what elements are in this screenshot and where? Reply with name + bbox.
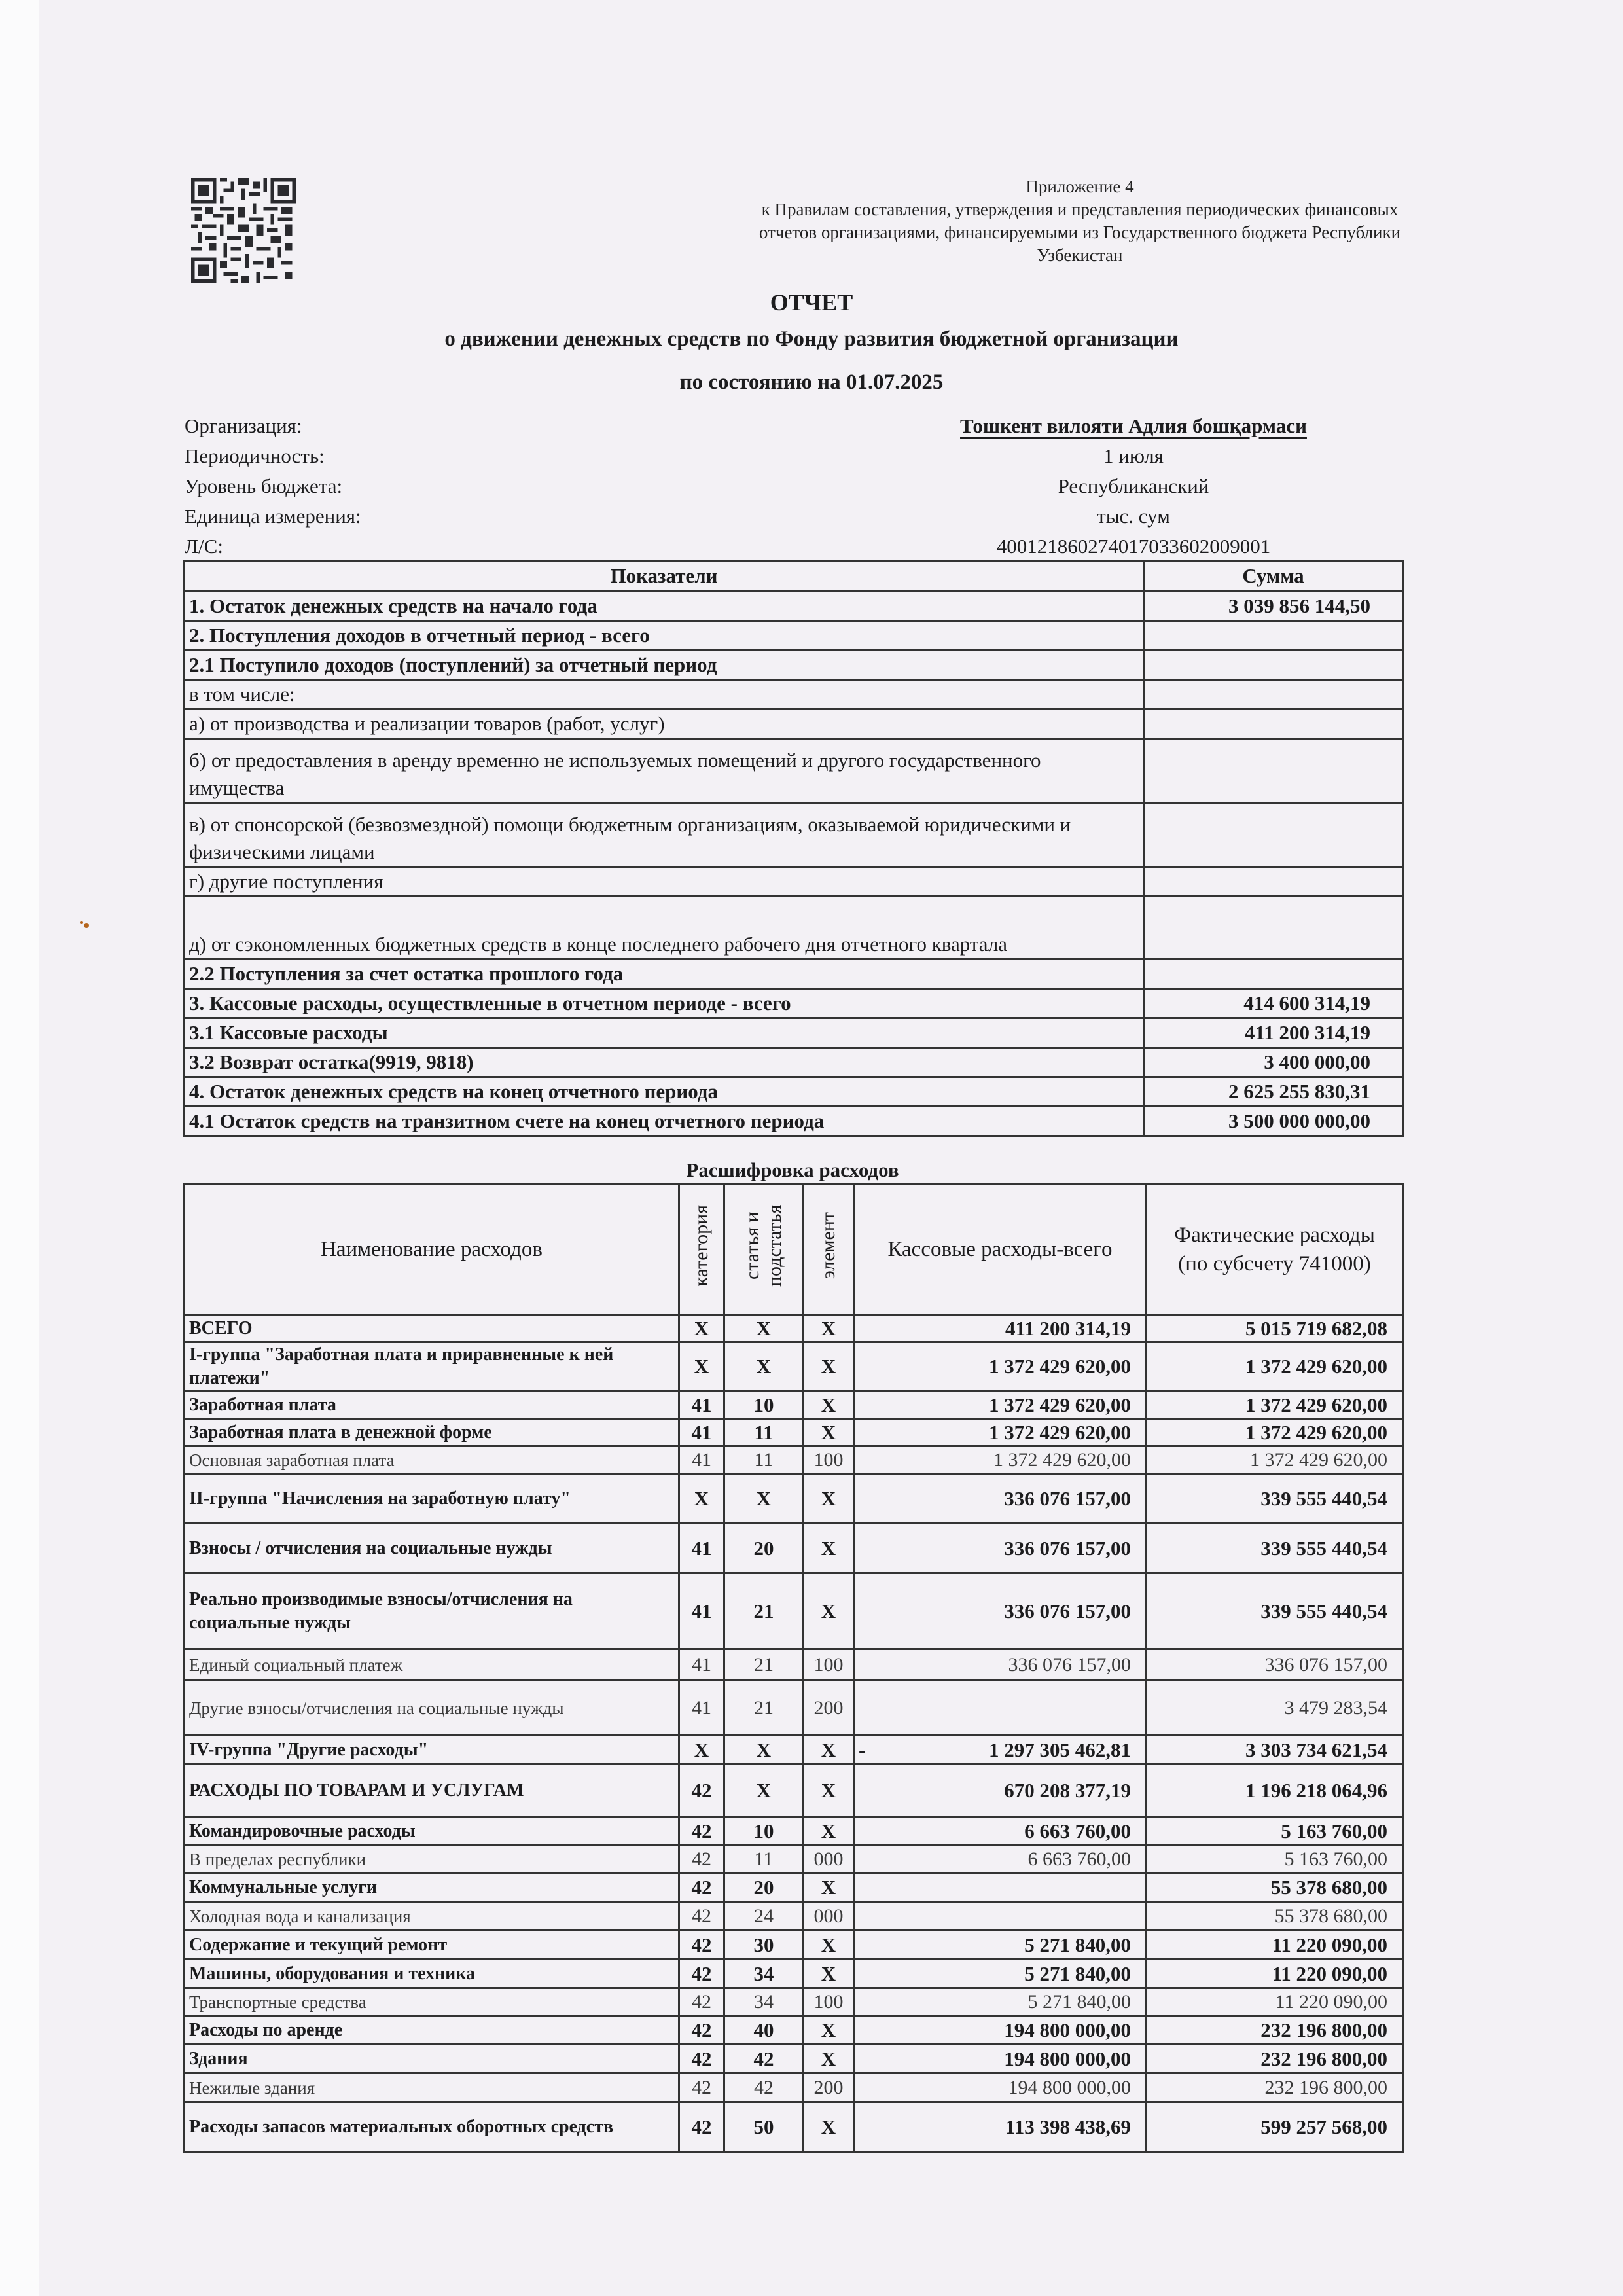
expense-element: X [804, 1474, 854, 1524]
expense-element: X [804, 1573, 854, 1649]
expense-article: 11 [724, 1846, 804, 1873]
summary-label: 4.1 Остаток средств на транзитном счете на конец отчетного периода [185, 1107, 1144, 1136]
expense-category: 42 [679, 1846, 724, 1873]
meta-label: Единица измерения: [185, 505, 361, 528]
expense-article: 11 [724, 1446, 804, 1474]
summary-label: а) от производства и реализации товаров (работ, услуг) [185, 709, 1144, 739]
expense-row [185, 1315, 1403, 1342]
expense-category: 42 [679, 1902, 724, 1931]
expense-name: Взносы / отчисления на социальные нужды [185, 1524, 679, 1573]
expense-cash-prefix: - [859, 1738, 866, 1761]
expense-article: X [724, 1736, 804, 1765]
summary-row [185, 1018, 1403, 1048]
expense-actual: 339 555 440,54 [1147, 1474, 1403, 1524]
header-actual-line2: (по субсчету 741000) [1178, 1252, 1371, 1276]
summary-amount [1144, 960, 1403, 989]
expense-name: Нежилые здания [185, 2073, 679, 2102]
expense-cash: 1 372 429 620,00 [854, 1419, 1147, 1446]
expense-row [185, 1391, 1403, 1419]
expense-article: 10 [724, 1817, 804, 1846]
expense-article: X [724, 1315, 804, 1342]
appendix-line-1: Приложение 4 [1026, 177, 1134, 196]
expense-row [185, 1524, 1403, 1573]
expense-category: 42 [679, 2045, 724, 2073]
expense-cash: 336 076 157,00 [854, 1649, 1147, 1681]
expense-name: Холодная вода и канализация [185, 1902, 679, 1931]
expense-row [185, 1960, 1403, 1988]
expense-name: Командировочные расходы [185, 1817, 679, 1846]
expense-cash: 6 663 760,00 [854, 1817, 1147, 1846]
expense-actual: 599 257 568,00 [1147, 2102, 1403, 2152]
expense-row [185, 1446, 1403, 1474]
expense-actual: 1 372 429 620,00 [1147, 1342, 1403, 1391]
expense-element: X [804, 1817, 854, 1846]
expense-category: 42 [679, 1765, 724, 1817]
summary-row [185, 680, 1403, 709]
expense-name: I-группа "Заработная плата и приравненные к ней платежи" [185, 1342, 679, 1391]
expense-breakdown-table [183, 1183, 1404, 2153]
expense-row [185, 1474, 1403, 1524]
expense-category: X [679, 1315, 724, 1342]
expense-name: Коммунальные услуги [185, 1873, 679, 1902]
report-title-block [0, 288, 1623, 397]
summary-row [185, 960, 1403, 989]
expense-cash: 194 800 000,00 [854, 2073, 1147, 2102]
expense-element: 200 [804, 1681, 854, 1736]
summary-label: в том числе: [185, 680, 1144, 709]
meta-value: тыс. сум [1097, 505, 1170, 528]
expense-article: 20 [724, 1524, 804, 1573]
scan-speck [80, 921, 83, 924]
expense-cash: 5 271 840,00 [854, 1931, 1147, 1960]
appendix-line-3: отчетов организациями, финансируемыми из Государственного бюджета Республики [758, 223, 1401, 242]
expense-category: 41 [679, 1419, 724, 1446]
expense-actual: 1 196 218 064,96 [1147, 1765, 1403, 1817]
appendix-note [720, 175, 1440, 267]
report-date: по состоянию на 01.07.2025 [679, 370, 944, 394]
expense-row [185, 2016, 1403, 2045]
report-subtitle: о движении денежных средств по Фонду развития бюджетной организации [444, 327, 1179, 351]
expense-category: 42 [679, 2016, 724, 2045]
expense-cash: 5 271 840,00 [854, 1960, 1147, 1988]
expense-element: X [804, 1315, 854, 1342]
expense-category: 41 [679, 1681, 724, 1736]
expense-article: X [724, 1474, 804, 1524]
expense-cash [854, 1873, 1147, 1902]
expense-actual: 336 076 157,00 [1147, 1649, 1403, 1681]
expense-category: 41 [679, 1391, 724, 1419]
expense-actual: 1 372 429 620,00 [1147, 1419, 1403, 1446]
expense-cash: 1 297 305 462,81 [989, 1738, 1131, 1761]
expense-name: II-группа "Начисления на заработную плату" [185, 1474, 679, 1524]
expense-actual: 55 378 680,00 [1147, 1873, 1403, 1902]
expense-actual: 232 196 800,00 [1147, 2045, 1403, 2073]
expense-element: 100 [804, 1649, 854, 1681]
summary-amount [1144, 897, 1403, 960]
expense-category: 41 [679, 1446, 724, 1474]
summary-label: 2. Поступления доходов в отчетный период - всего [185, 621, 1144, 651]
expense-article: 42 [724, 2045, 804, 2073]
expense-category: 42 [679, 2102, 724, 2152]
expense-category: 42 [679, 1960, 724, 1988]
summary-label: 2.1 Поступило доходов (поступлений) за отчетный период [185, 651, 1144, 680]
expense-article: 21 [724, 1649, 804, 1681]
summary-row [185, 803, 1403, 867]
expense-cash: 113 398 438,69 [854, 2102, 1147, 2152]
expense-header-row [185, 1185, 1403, 1315]
header-article [724, 1185, 804, 1315]
expense-name: Транспортные средства [185, 1988, 679, 2016]
expense-cash: 1 372 429 620,00 [854, 1342, 1147, 1391]
expense-element: X [804, 2045, 854, 2073]
expense-actual: 55 378 680,00 [1147, 1902, 1403, 1931]
summary-amount [1144, 651, 1403, 680]
expense-element: X [804, 1873, 854, 1902]
expense-actual: 5 163 760,00 [1147, 1817, 1403, 1846]
expense-name: РАСХОДЫ ПО ТОВАРАМ И УСЛУГАМ [185, 1765, 679, 1817]
expense-article: 21 [724, 1573, 804, 1649]
expense-article: 11 [724, 1419, 804, 1446]
expense-cash: 194 800 000,00 [854, 2016, 1147, 2045]
expense-cash: 336 076 157,00 [854, 1524, 1147, 1573]
expense-row [185, 1817, 1403, 1846]
summary-amount: 3 500 000 000,00 [1144, 1107, 1403, 1136]
summary-label: б) от предоставления в аренду временно не используемых помещений и другого государственного имущества [185, 739, 1144, 803]
expense-name: Заработная плата [185, 1391, 679, 1419]
expense-actual: 232 196 800,00 [1147, 2073, 1403, 2102]
expense-name: Машины, оборудования и техника [185, 1960, 679, 1988]
expense-name: IV-группа "Другие расходы" [185, 1736, 679, 1765]
summary-label: 3.1 Кассовые расходы [185, 1018, 1144, 1048]
summary-row [185, 989, 1403, 1018]
summary-label: д) от сэкономленных бюджетных средств в конце последнего рабочего дня отчетного квартала [185, 897, 1144, 960]
summary-amount [1144, 680, 1403, 709]
report-title: ОТЧЕТ [770, 289, 853, 315]
header-amount: Сумма [1144, 561, 1403, 592]
expense-actual: 232 196 800,00 [1147, 2016, 1403, 2045]
appendix-line-2: к Правилам составления, утверждения и представления периодических финансовых [761, 200, 1399, 219]
expense-row [185, 2045, 1403, 2073]
summary-label: г) другие поступления [185, 867, 1144, 897]
summary-row [185, 1077, 1403, 1107]
expense-row [185, 1419, 1403, 1446]
expense-category: 42 [679, 1817, 724, 1846]
expense-cash: 194 800 000,00 [854, 2045, 1147, 2073]
expense-article: 34 [724, 1960, 804, 1988]
summary-amount: 2 625 255 830,31 [1144, 1077, 1403, 1107]
meta-value: 400121860274017033602009001 [996, 535, 1271, 558]
qr-code-icon [191, 178, 296, 283]
header-actual-line1: Фактические расходы [1174, 1223, 1375, 1247]
expense-actual: 5 015 719 682,08 [1147, 1315, 1403, 1342]
summary-amount [1144, 803, 1403, 867]
expense-actual: 339 555 440,54 [1147, 1573, 1403, 1649]
expense-cash: 336 076 157,00 [854, 1474, 1147, 1524]
expense-category: 41 [679, 1573, 724, 1649]
summary-label: 4. Остаток денежных средств на конец отчетного периода [185, 1077, 1144, 1107]
summary-label: 3. Кассовые расходы, осуществленные в отчетном периоде - всего [185, 989, 1144, 1018]
summary-label: 2.2 Поступления за счет остатка прошлого года [185, 960, 1144, 989]
expense-name: Другие взносы/отчисления на социальные нужды [185, 1681, 679, 1736]
expense-cash [854, 1902, 1147, 1931]
expense-element: X [804, 1524, 854, 1573]
scan-speck [84, 923, 89, 928]
meta-budget-level [185, 471, 1402, 501]
expense-actual: 1 372 429 620,00 [1147, 1391, 1403, 1419]
summary-row [185, 709, 1403, 739]
expense-article: 10 [724, 1391, 804, 1419]
expense-name: ВСЕГО [185, 1315, 679, 1342]
expense-category: 41 [679, 1524, 724, 1573]
expense-cash-cell [854, 1736, 1147, 1765]
meta-value: Республиканский [1058, 475, 1209, 497]
meta-value: Тошкент вилояти Адлия бошқармаси [960, 414, 1307, 437]
expense-row [185, 1765, 1403, 1817]
expense-cash: 1 372 429 620,00 [854, 1446, 1147, 1474]
summary-label: 3.2 Возврат остатка(9919, 9818) [185, 1048, 1144, 1077]
expense-category: X [679, 1474, 724, 1524]
header-category-label: категория [690, 1204, 712, 1287]
expense-element: 200 [804, 2073, 854, 2102]
expense-cash: 670 208 377,19 [854, 1765, 1147, 1817]
meta-periodicity [185, 441, 1402, 471]
expense-article: 50 [724, 2102, 804, 2152]
expense-element: X [804, 1391, 854, 1419]
expense-actual: 3 303 734 621,54 [1147, 1736, 1403, 1765]
expense-actual: 5 163 760,00 [1147, 1846, 1403, 1873]
expense-category: 41 [679, 1649, 724, 1681]
expense-element: 100 [804, 1988, 854, 2016]
meta-organization [185, 411, 1402, 441]
expense-row [185, 1573, 1403, 1649]
expense-element: X [804, 1765, 854, 1817]
expense-row [185, 1931, 1403, 1960]
expense-element: X [804, 2016, 854, 2045]
header-indicator: Показатели [185, 561, 1144, 592]
summary-amount: 3 400 000,00 [1144, 1048, 1403, 1077]
expense-category: 42 [679, 1988, 724, 2016]
expense-row [185, 1681, 1403, 1736]
expense-actual: 3 479 283,54 [1147, 1681, 1403, 1736]
summary-amount: 414 600 314,19 [1144, 989, 1403, 1018]
expense-article: X [724, 1342, 804, 1391]
summary-label: в) от спонсорской (безвозмездной) помощи бюджетным организациям, оказываемой юридическими и физическими лицами [185, 803, 1144, 867]
expense-name: Расходы по аренде [185, 2016, 679, 2045]
expense-cash: 411 200 314,19 [854, 1315, 1147, 1342]
report-meta [185, 411, 1402, 562]
summary-row [185, 867, 1403, 897]
expense-row [185, 1736, 1403, 1765]
expense-actual: 11 220 090,00 [1147, 1960, 1403, 1988]
expense-row [185, 1902, 1403, 1931]
expense-row [185, 1988, 1403, 2016]
expense-element: X [804, 1419, 854, 1446]
meta-label: Уровень бюджета: [185, 475, 343, 497]
summary-row [185, 1107, 1403, 1136]
meta-label: Организация: [185, 414, 302, 437]
summary-row [185, 739, 1403, 803]
expense-name: Здания [185, 2045, 679, 2073]
summary-amount [1144, 739, 1403, 803]
appendix-line-4: Узбекистан [1037, 245, 1123, 265]
expense-cash: 1 372 429 620,00 [854, 1391, 1147, 1419]
expense-article: X [724, 1765, 804, 1817]
summary-amount: 411 200 314,19 [1144, 1018, 1403, 1048]
expense-element: X [804, 1931, 854, 1960]
expense-element: 000 [804, 1846, 854, 1873]
expense-row [185, 1846, 1403, 1873]
summary-amount [1144, 709, 1403, 739]
expense-name: Заработная плата в денежной форме [185, 1419, 679, 1446]
meta-label: Периодичность: [185, 444, 325, 467]
expense-name: Единый социальный платеж [185, 1649, 679, 1681]
expense-article: 24 [724, 1902, 804, 1931]
expense-element: X [804, 2102, 854, 2152]
expense-article: 40 [724, 2016, 804, 2045]
summary-row [185, 1048, 1403, 1077]
summary-label: 1. Остаток денежных средств на начало года [185, 592, 1144, 621]
expense-row [185, 1873, 1403, 1902]
expense-article: 30 [724, 1931, 804, 1960]
meta-unit [185, 501, 1402, 531]
expense-cash: 5 271 840,00 [854, 1988, 1147, 2016]
expense-article: 20 [724, 1873, 804, 1902]
expense-category: 42 [679, 1873, 724, 1902]
header-element-label: элемент [817, 1211, 839, 1280]
expense-category: X [679, 1736, 724, 1765]
summary-amount: 3 039 856 144,50 [1144, 592, 1403, 621]
summary-header-row [185, 561, 1403, 592]
expense-name: В пределах республики [185, 1846, 679, 1873]
meta-account [185, 531, 1402, 562]
cash-flow-summary-table [183, 560, 1404, 1137]
expense-actual: 11 220 090,00 [1147, 1931, 1403, 1960]
expense-row [185, 2073, 1403, 2102]
expense-actual: 339 555 440,54 [1147, 1524, 1403, 1573]
header-cash-total: Кассовые расходы-всего [854, 1185, 1147, 1315]
summary-row [185, 651, 1403, 680]
meta-label: Л/С: [185, 535, 223, 558]
expense-article: 21 [724, 1681, 804, 1736]
expense-element: X [804, 1960, 854, 1988]
expense-cash: 336 076 157,00 [854, 1573, 1147, 1649]
expense-name: Расходы запасов материальных оборотных средств [185, 2102, 679, 2152]
expense-row [185, 1649, 1403, 1681]
expense-row [185, 1342, 1403, 1391]
header-article-label: статья и подстатья [741, 1204, 785, 1287]
expense-cash [854, 1681, 1147, 1736]
expense-category: 42 [679, 2073, 724, 2102]
expense-row [185, 2102, 1403, 2152]
meta-value: 1 июля [1103, 444, 1164, 467]
expense-actual: 1 372 429 620,00 [1147, 1446, 1403, 1474]
summary-row [185, 592, 1403, 621]
expense-element: 000 [804, 1902, 854, 1931]
expense-article: 34 [724, 1988, 804, 2016]
expense-actual: 11 220 090,00 [1147, 1988, 1403, 2016]
expense-element: X [804, 1736, 854, 1765]
expense-category: 42 [679, 1931, 724, 1960]
expense-name: Основная заработная плата [185, 1446, 679, 1474]
expense-element: X [804, 1342, 854, 1391]
summary-amount [1144, 867, 1403, 897]
header-category [679, 1185, 724, 1315]
expense-element: 100 [804, 1446, 854, 1474]
expense-name: Реально производимые взносы/отчисления на социальные нужды [185, 1573, 679, 1649]
header-actual [1147, 1185, 1403, 1315]
expense-article: 42 [724, 2073, 804, 2102]
expense-category: X [679, 1342, 724, 1391]
summary-row [185, 621, 1403, 651]
summary-amount [1144, 621, 1403, 651]
breakdown-title: Расшифровка расходов [686, 1158, 899, 1181]
header-element [804, 1185, 854, 1315]
header-expense-name: Наименование расходов [185, 1185, 679, 1315]
expense-cash: 6 663 760,00 [854, 1846, 1147, 1873]
summary-row [185, 897, 1403, 960]
expense-name: Содержание и текущий ремонт [185, 1931, 679, 1960]
